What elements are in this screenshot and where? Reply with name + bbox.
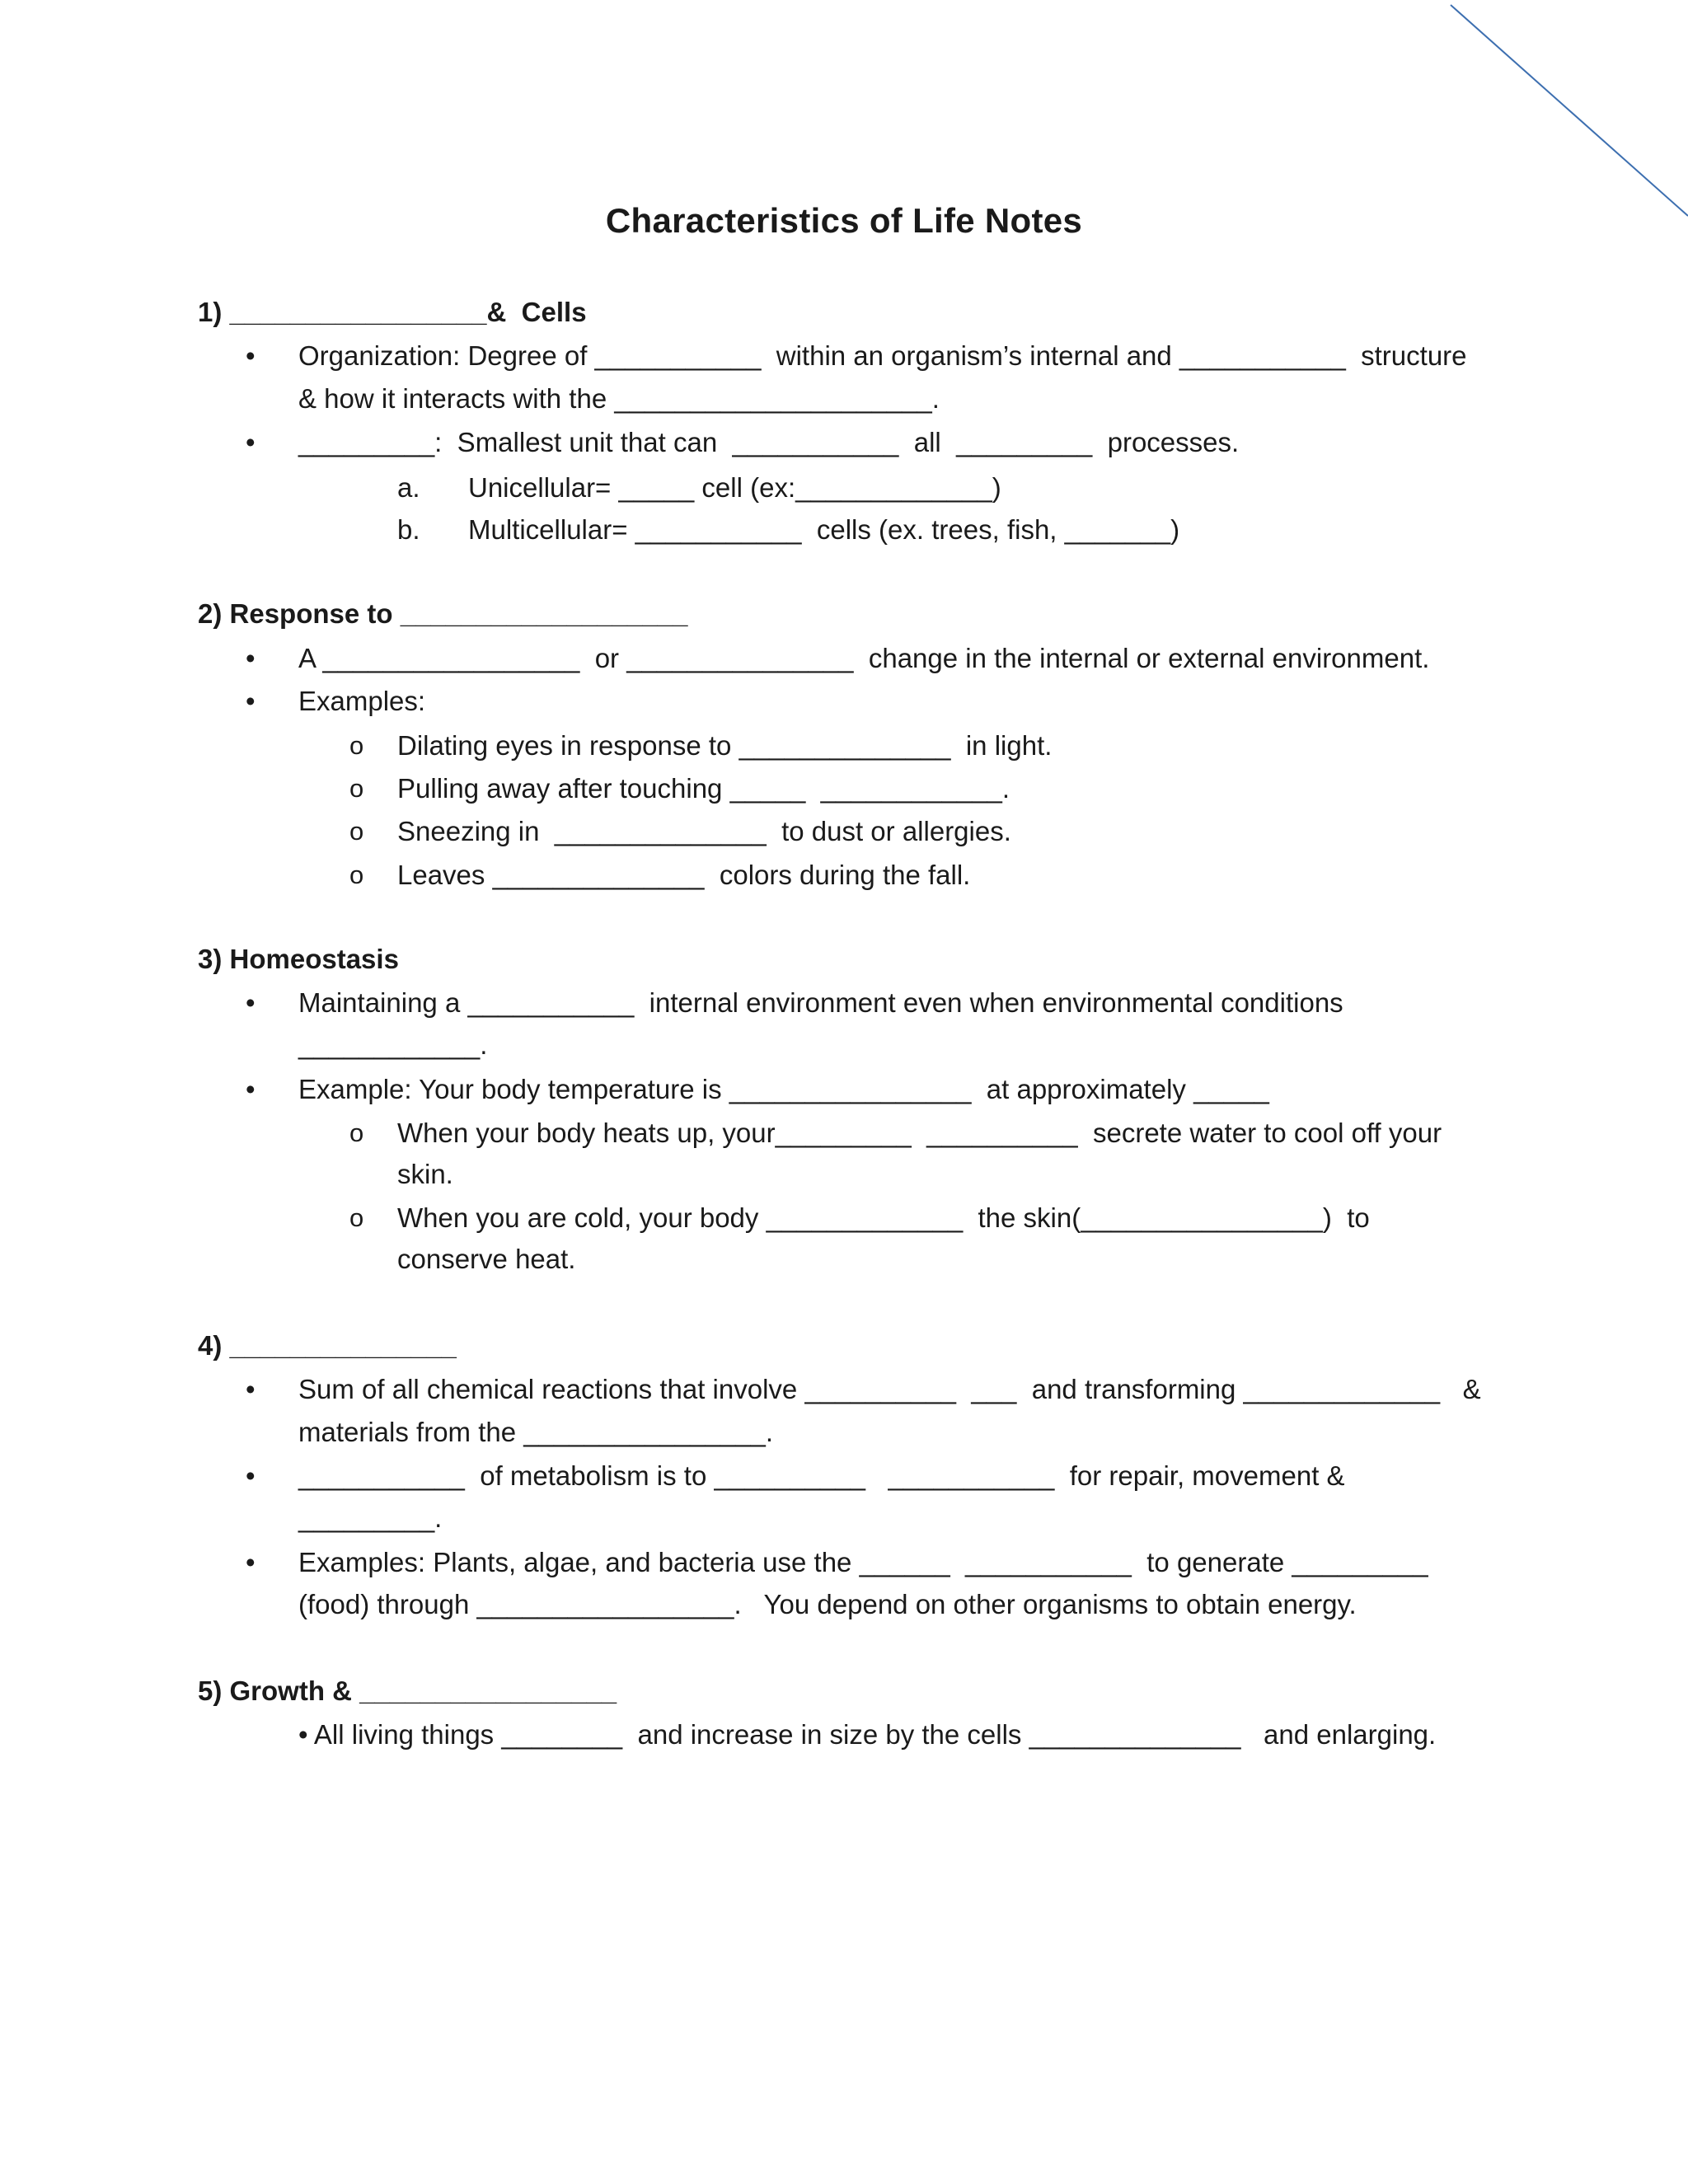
circle-bullet-icon: o (349, 774, 364, 803)
section-4-line-1: Sum of all chemical reactions that involve __________ ___ and transforming _____________ & (298, 1374, 1481, 1404)
section-2-example-1: Dilating eyes in response to ______________ in light. (397, 730, 1053, 761)
section-3-example-1: When your body heats up, your_________ __________ secrete water to cool off your (397, 1118, 1442, 1148)
section-4-line-5: Examples: Plants, algae, and bacteria use the ______ ___________ to generate _________ (298, 1547, 1428, 1577)
section-2-example-4: Leaves ______________ colors during the fall. (397, 860, 971, 890)
section-4-line-4: _________. (298, 1502, 443, 1533)
section-1-line-1: Organization: Degree of ___________ within an organism’s internal and ___________ structure (298, 340, 1467, 371)
bullet-icon: • (246, 643, 256, 673)
bullet-icon: • (246, 340, 256, 371)
circle-bullet-icon: o (349, 860, 364, 889)
section-5-heading: 5) Growth & _________________ (198, 1675, 617, 1706)
section-4-line-6: (food) through _________________. You depend on other organisms to obtain energy. (298, 1589, 1357, 1619)
section-4-heading: 4) _______________ (198, 1330, 457, 1361)
bullet-icon: • (246, 1374, 256, 1404)
circle-bullet-icon: o (349, 731, 364, 760)
bullet-icon: • (246, 1074, 256, 1104)
section-3-example-2: When you are cold, your body _____________ the skin(________________) to (397, 1202, 1370, 1233)
section-3-line-1: Maintaining a ___________ internal environment even when environmental conditions (298, 987, 1343, 1018)
page-title: Characteristics of Life Notes (605, 201, 1083, 240)
section-3-example-1-cont: skin. (397, 1159, 453, 1189)
section-3-line-2: ____________. (298, 1029, 488, 1060)
circle-bullet-icon: o (349, 1118, 364, 1147)
section-3-heading: 3) Homeostasis (198, 944, 399, 974)
bullet-icon: • (246, 686, 256, 716)
section-3-line-3: Example: Your body temperature is ________________ at approximately _____ (298, 1074, 1269, 1104)
section-4-line-3: ___________ of metabolism is to __________ ___________ for repair, movement & (298, 1460, 1345, 1491)
section-1-line-2: & how it interacts with the _____________________. (298, 383, 940, 414)
bullet-icon: • (246, 1460, 256, 1491)
section-5-line-1: • All living things ________ and increase in size by the cells ______________ and enlarging. (298, 1719, 1437, 1750)
section-3-example-2-cont: conserve heat. (397, 1244, 576, 1274)
circle-bullet-icon: o (349, 817, 364, 846)
section-4-line-2: materials from the ________________. (298, 1417, 774, 1447)
section-2-heading: 2) Response to ___________________ (198, 598, 688, 629)
section-1-line-3: _________: Smallest unit that can ___________ all _________ processes. (298, 427, 1240, 457)
section-1-sub-item-b: Multicellular= ___________ cells (ex. trees, fish, _______) (468, 514, 1180, 545)
section-2-line-2: Examples: (298, 686, 426, 716)
section-1-heading: 1) _________________& Cells (198, 297, 587, 327)
section-2-line-1: A _________________ or _______________ change in the internal or external environment. (298, 643, 1430, 673)
section-2-example-2: Pulling away after touching _____ ____________. (397, 773, 1010, 804)
section-2-example-3: Sneezing in ______________ to dust or allergies. (397, 816, 1011, 846)
bullet-icon: • (246, 1547, 256, 1577)
section-1-sub-item-a: Unicellular= _____ cell (ex:_____________) (468, 472, 1001, 503)
bullet-icon: • (246, 987, 256, 1018)
circle-bullet-icon: o (349, 1203, 364, 1232)
bullet-icon: • (246, 427, 256, 457)
sub-item-marker: b. (397, 514, 420, 545)
sub-item-marker: a. (397, 472, 420, 503)
